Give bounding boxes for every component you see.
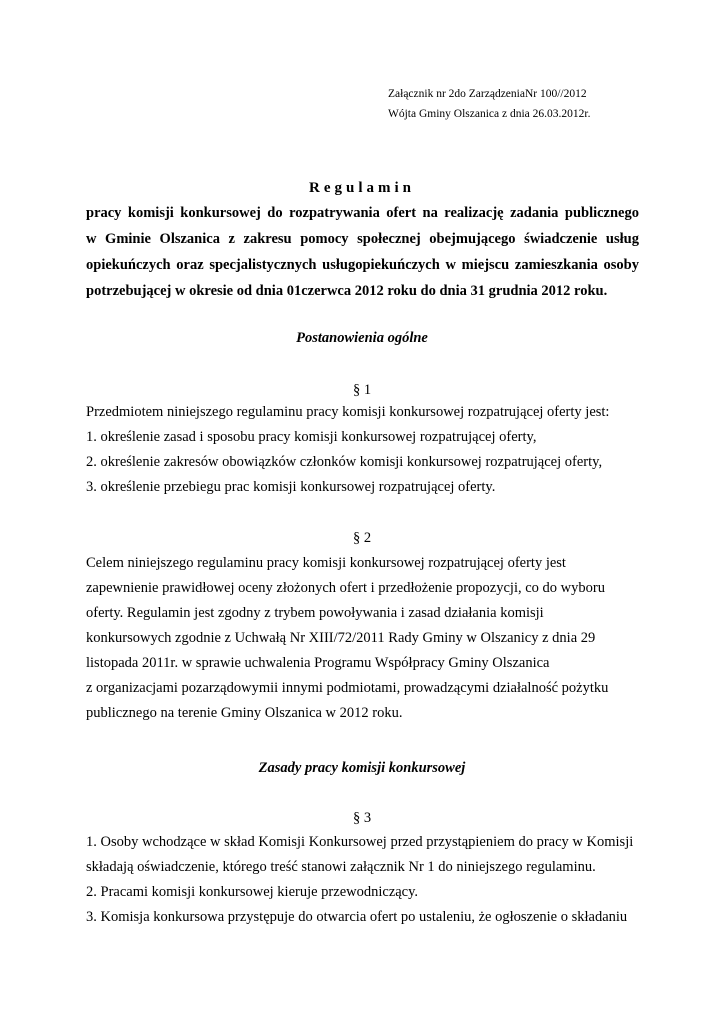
text-line: 3. określenie przebiegu prac komisji konkursowej rozpatrującej oferty. bbox=[86, 479, 496, 495]
text-line: 1. Osoby wchodzące w skład Komisji Konkursowej przed przystąpieniem do pracy w Komisji bbox=[86, 834, 634, 850]
annex-note bbox=[388, 84, 590, 124]
text-line: listopada 2011r. w sprawie uchwalenia Programu Współpracy Gminy Olszanica bbox=[86, 655, 550, 671]
paragraph-mark-3: § 3 bbox=[352, 810, 372, 826]
section-3-body bbox=[86, 830, 646, 930]
section-heading-rules: Zasady pracy komisji konkursowej bbox=[258, 760, 466, 776]
text-line: z organizacjami pozarządowymii innymi podmiotami, prowadzącymi działalność pożytku bbox=[86, 680, 609, 696]
subtitle-line: pracy komisji konkursowej do rozpatrywania ofert na realizację zadania publicznego bbox=[86, 205, 639, 221]
paragraph-mark-2: § 2 bbox=[352, 530, 372, 546]
text-line: Celem niniejszego regulaminu pracy komisji konkursowej rozpatrującej oferty jest bbox=[86, 555, 566, 571]
document-title: Regulamin bbox=[308, 180, 415, 196]
text-line: składają oświadczenie, którego treść stanowi załącznik Nr 1 do niniejszego regulaminu. bbox=[86, 859, 596, 875]
text-line: 2. określenie zakresów obowiązków członków komisji konkursowej rozpatrującej oferty, bbox=[86, 454, 603, 470]
text-line: Przedmiotem niniejszego regulaminu pracy komisji konkursowej rozpatrującej oferty jest: bbox=[86, 404, 610, 420]
section-heading-general: Postanowienia ogólne bbox=[296, 330, 428, 346]
text-line: 1. określenie zasad i sposobu pracy komisji konkursowej rozpatrującej oferty, bbox=[86, 429, 537, 445]
document-subtitle bbox=[86, 200, 639, 304]
annex-line-1: Załącznik nr 2do ZarządzeniaNr 100//2012 bbox=[388, 88, 587, 100]
section-2-body bbox=[86, 551, 646, 726]
text-line: oferty. Regulamin jest zgodny z trybem powoływania i zasad działania komisji bbox=[86, 605, 544, 621]
text-line: publicznego na terenie Gminy Olszanica w 2012 roku. bbox=[86, 705, 403, 721]
text-line: 2. Pracami komisji konkursowej kieruje przewodniczący. bbox=[86, 884, 419, 900]
text-line: zapewnienie prawidłowej oceny złożonych ofert i przedłożenie propozycji, co do wyboru bbox=[86, 580, 605, 596]
subtitle-line: opiekuńczych oraz specjalistycznych usługopiekuńczych w miejscu zamieszkania osoby bbox=[86, 257, 639, 273]
paragraph-mark-1: § 1 bbox=[352, 382, 372, 398]
annex-line-2: Wójta Gminy Olszanica z dnia 26.03.2012r. bbox=[388, 108, 591, 120]
subtitle-line: potrzebującej w okresie od dnia 01czerwca 2012 roku do dnia 31 grudnia 2012 roku. bbox=[86, 283, 608, 299]
subtitle-line: w Gminie Olszanica z zakresu pomocy społecznej obejmującego świadczenie usług bbox=[86, 231, 639, 247]
text-line: 3. Komisja konkursowa przystępuje do otwarcia ofert po ustaleniu, że ogłoszenie o składaniu bbox=[86, 909, 628, 925]
text-line: konkursowych zgodnie z Uchwałą Nr XIII/72/2011 Rady Gminy w Olszanicy z dnia 29 bbox=[86, 630, 596, 646]
section-1-body bbox=[86, 400, 646, 500]
